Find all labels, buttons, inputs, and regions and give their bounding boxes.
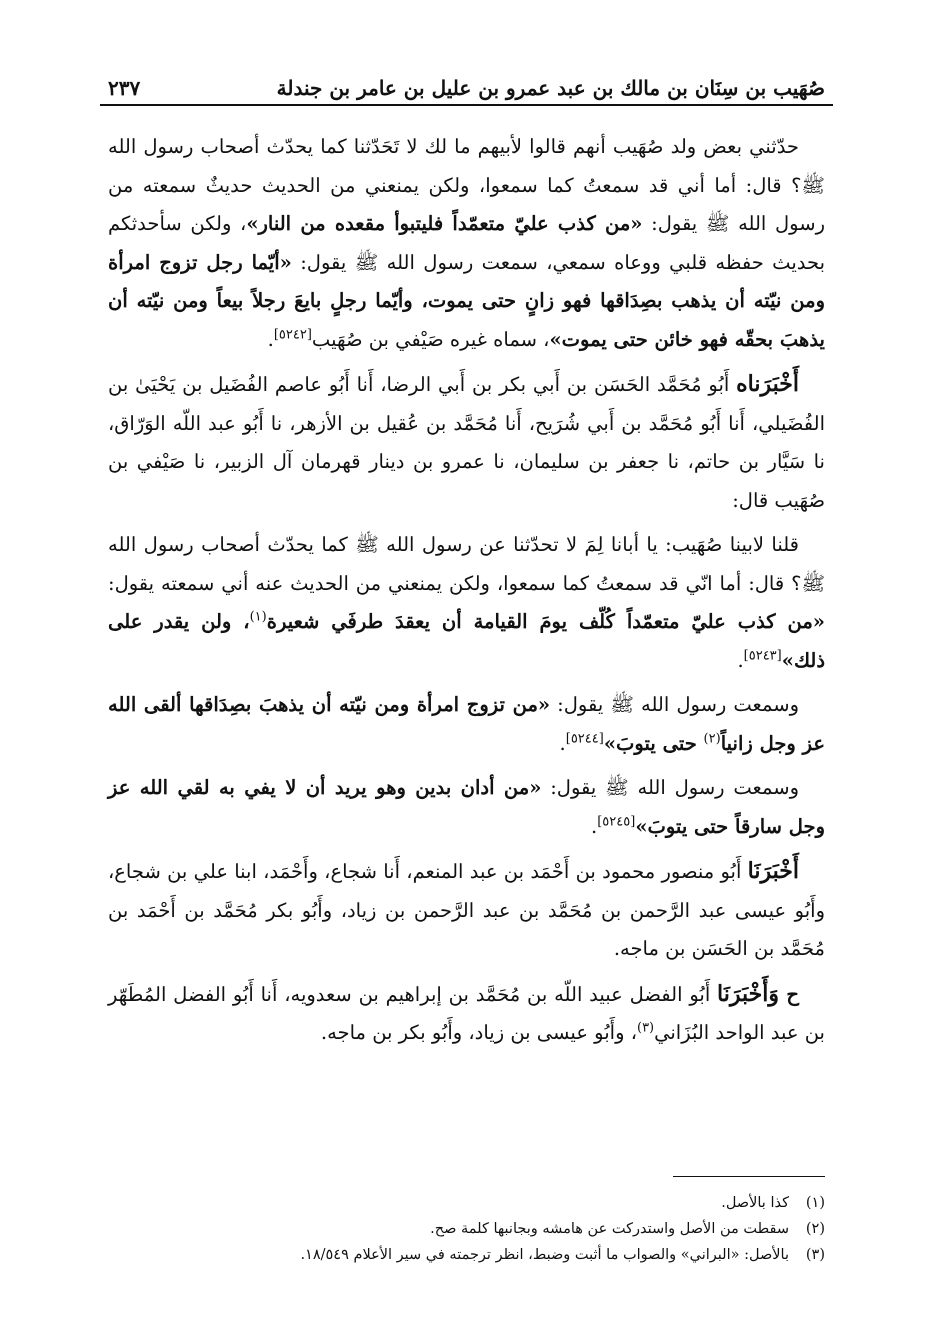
footnotes [108,1190,825,1268]
main-text [108,128,825,1059]
text-run: . [267,327,274,351]
hadith-text: ح [779,982,799,1006]
paragraph [108,686,825,763]
text-run: . [559,731,566,755]
paragraph [108,769,825,846]
text-run: حدّثني بعض ولد صُهَيب أنهم قالوا لأبيهم ما لك لا تَحَدّثنا كما يحدّث أصحاب رسول الله ﷺ؟ قال: أما أني قد سمعتُ كما سمعوا، ولكن يمنعني من الحديث حديثٌ سمعته من رسول الله ﷺ يقول: [108,135,825,235]
footnote [108,1216,825,1242]
hadith-text: «من كذب عليّ متعمّداً فليتبوأ مقعده من النار» [246,212,643,235]
paragraph [108,365,825,520]
footnote-number: (١) [805,1195,825,1211]
footnote-text: بالأصل: «البراني» والصواب ما أثبت وضبط، انظر ترجمته في سير الأعلام ١٨/٥٤٩. [300,1247,789,1263]
hadith-text: حتى يتوبَ» [603,731,704,755]
hadith-text: «من كذب عليّ متعمّداً كُلّف يومَ القيامة أن يعقدَ طرفَي شعيرة [266,610,825,633]
hadith-number: [٥٢٤٢] [273,327,312,342]
page-header [108,66,825,100]
footnote-number: (٣) [805,1247,825,1263]
hadith-number: [٥٢٤٣] [743,648,782,663]
text-run: أَبُو مُحَمَّد الحَسَن بن أَبي بكر بن أَبي الرضا، أَنا أَبُو عاصم الفُضَيل بن يَحْيَىٰ بن الفُضَيلي، أَنا أَبُو مُحَمَّد بن أَبي شُرَيح، أَنا مُحَمَّد بن عُقيل بن الأزهر، نا أَبُو عبد اللّه الوَرّاق، نا سَيَّار بن حاتم، نا جعفر بن سليمان، نا عمرو بن دينار قهرمان آل الزبير، نا صَيْفي بن صُهَيب قال: [108,373,825,512]
header-rule [100,104,833,106]
text-run: وسمعت رسول الله ﷺ يقول: [550,693,799,716]
paragraph [108,852,825,969]
footnote [108,1190,825,1216]
footnote-number: (٢) [805,1221,825,1237]
footnote-marker: (٣) [636,1020,655,1036]
text-run: وسمعت رسول الله ﷺ يقول: [541,776,799,799]
hadith-number: [٥٢٤٥] [597,814,636,829]
footnote-marker: (٢) [703,731,721,746]
hadith-number: [٥٢٤٤] [565,731,604,746]
text-run: أَبُو الفضل عبيد اللّه بن مُحَمَّد بن إبراهيم بن سعدويه، أَنا أَبُو الفضل المُطَهّر بن عبد الواحد البُزَاني [108,982,825,1044]
paragraph [108,975,825,1053]
paragraph [108,526,825,680]
text-run: . [737,648,744,672]
isnad-opening: أَخْبَرَناه [736,371,799,397]
footnote-text: كذا بالأصل. [721,1195,789,1211]
page-number: ٢٣٧ [108,76,141,100]
text-run: ، سماه غيره صَيْفي بن صُهَيب [311,327,550,351]
running-title: صُهَيب بن سِنَان بن مالك بن عبد عمرو بن عليل بن عامر بن جندلة [276,76,825,100]
text-run: قلنا لابينا صُهَيب: يا أبانا لِمَ لا تحدّثنا عن رسول الله ﷺ كما يحدّث أصحاب رسول الله ﷺ؟ قال: أما انّي قد سمعتُ كما سمعوا، ولكن يمنعني من الحديث عنه أني سمعته يقول: [108,533,825,595]
text-run: ، ولكن سأحدثكم بحديث حفظه قلبي ووعاه سمعي، سمعت رسول الله ﷺ يقول: [108,212,825,274]
footnote-marker: (١) [249,609,267,625]
isnad-opening: أَخْبَرَنَا [747,858,799,884]
text-run: ، وأَبُو عيسى بن زياد، وأَبُو بكر بن ماجه. [320,1021,637,1044]
footnote [108,1242,825,1268]
hadith-text: «من تزوج امرأة ومن نيّته أن يذهبَ بصِدَاقها ألقى الله عز وجل زانياً [108,693,825,755]
isnad-opening: وَأَخْبَرَنَا [717,980,779,1007]
footnote-text: سقطت من الأصل واستدركت عن هامشه وبجانبها كلمة صح. [430,1221,789,1237]
text-run: أَبُو منصور محمود بن أَحْمَد بن عبد المنعم، أَنا شجاع، وأَحْمَد، ابنا علي بن شجاع، وأَبُو عيسى عبد الرَّحمن بن مُحَمَّد بن عبد الرَّحمن بن زياد، وأَبُو بكر مُحَمَّد بن أَحْمَد بن مُحَمَّد بن الحَسَن بن ماجه. [108,860,825,960]
hadith-text: «أيّما رجل تزوج امرأة ومن نيّته أن يذهب بصِدَاقها فهو زانٍ حتى يموت، وأيّما رجلٍ بايعَ رجلاً بيعاً ومن نيّته أن يذهبَ بحقّه فهو خائن حتى يموت» [108,250,825,351]
text-run: . [591,814,598,838]
footnote-rule [673,1176,825,1177]
hadith-text: «من أدان بدين وهو يريد أن لا يفي به لقي الله عز وجل سارقاً حتى يتوبَ» [108,776,825,838]
paragraph [108,128,825,359]
hadith-text: ، ولن يقدر على ذلك» [108,610,825,672]
